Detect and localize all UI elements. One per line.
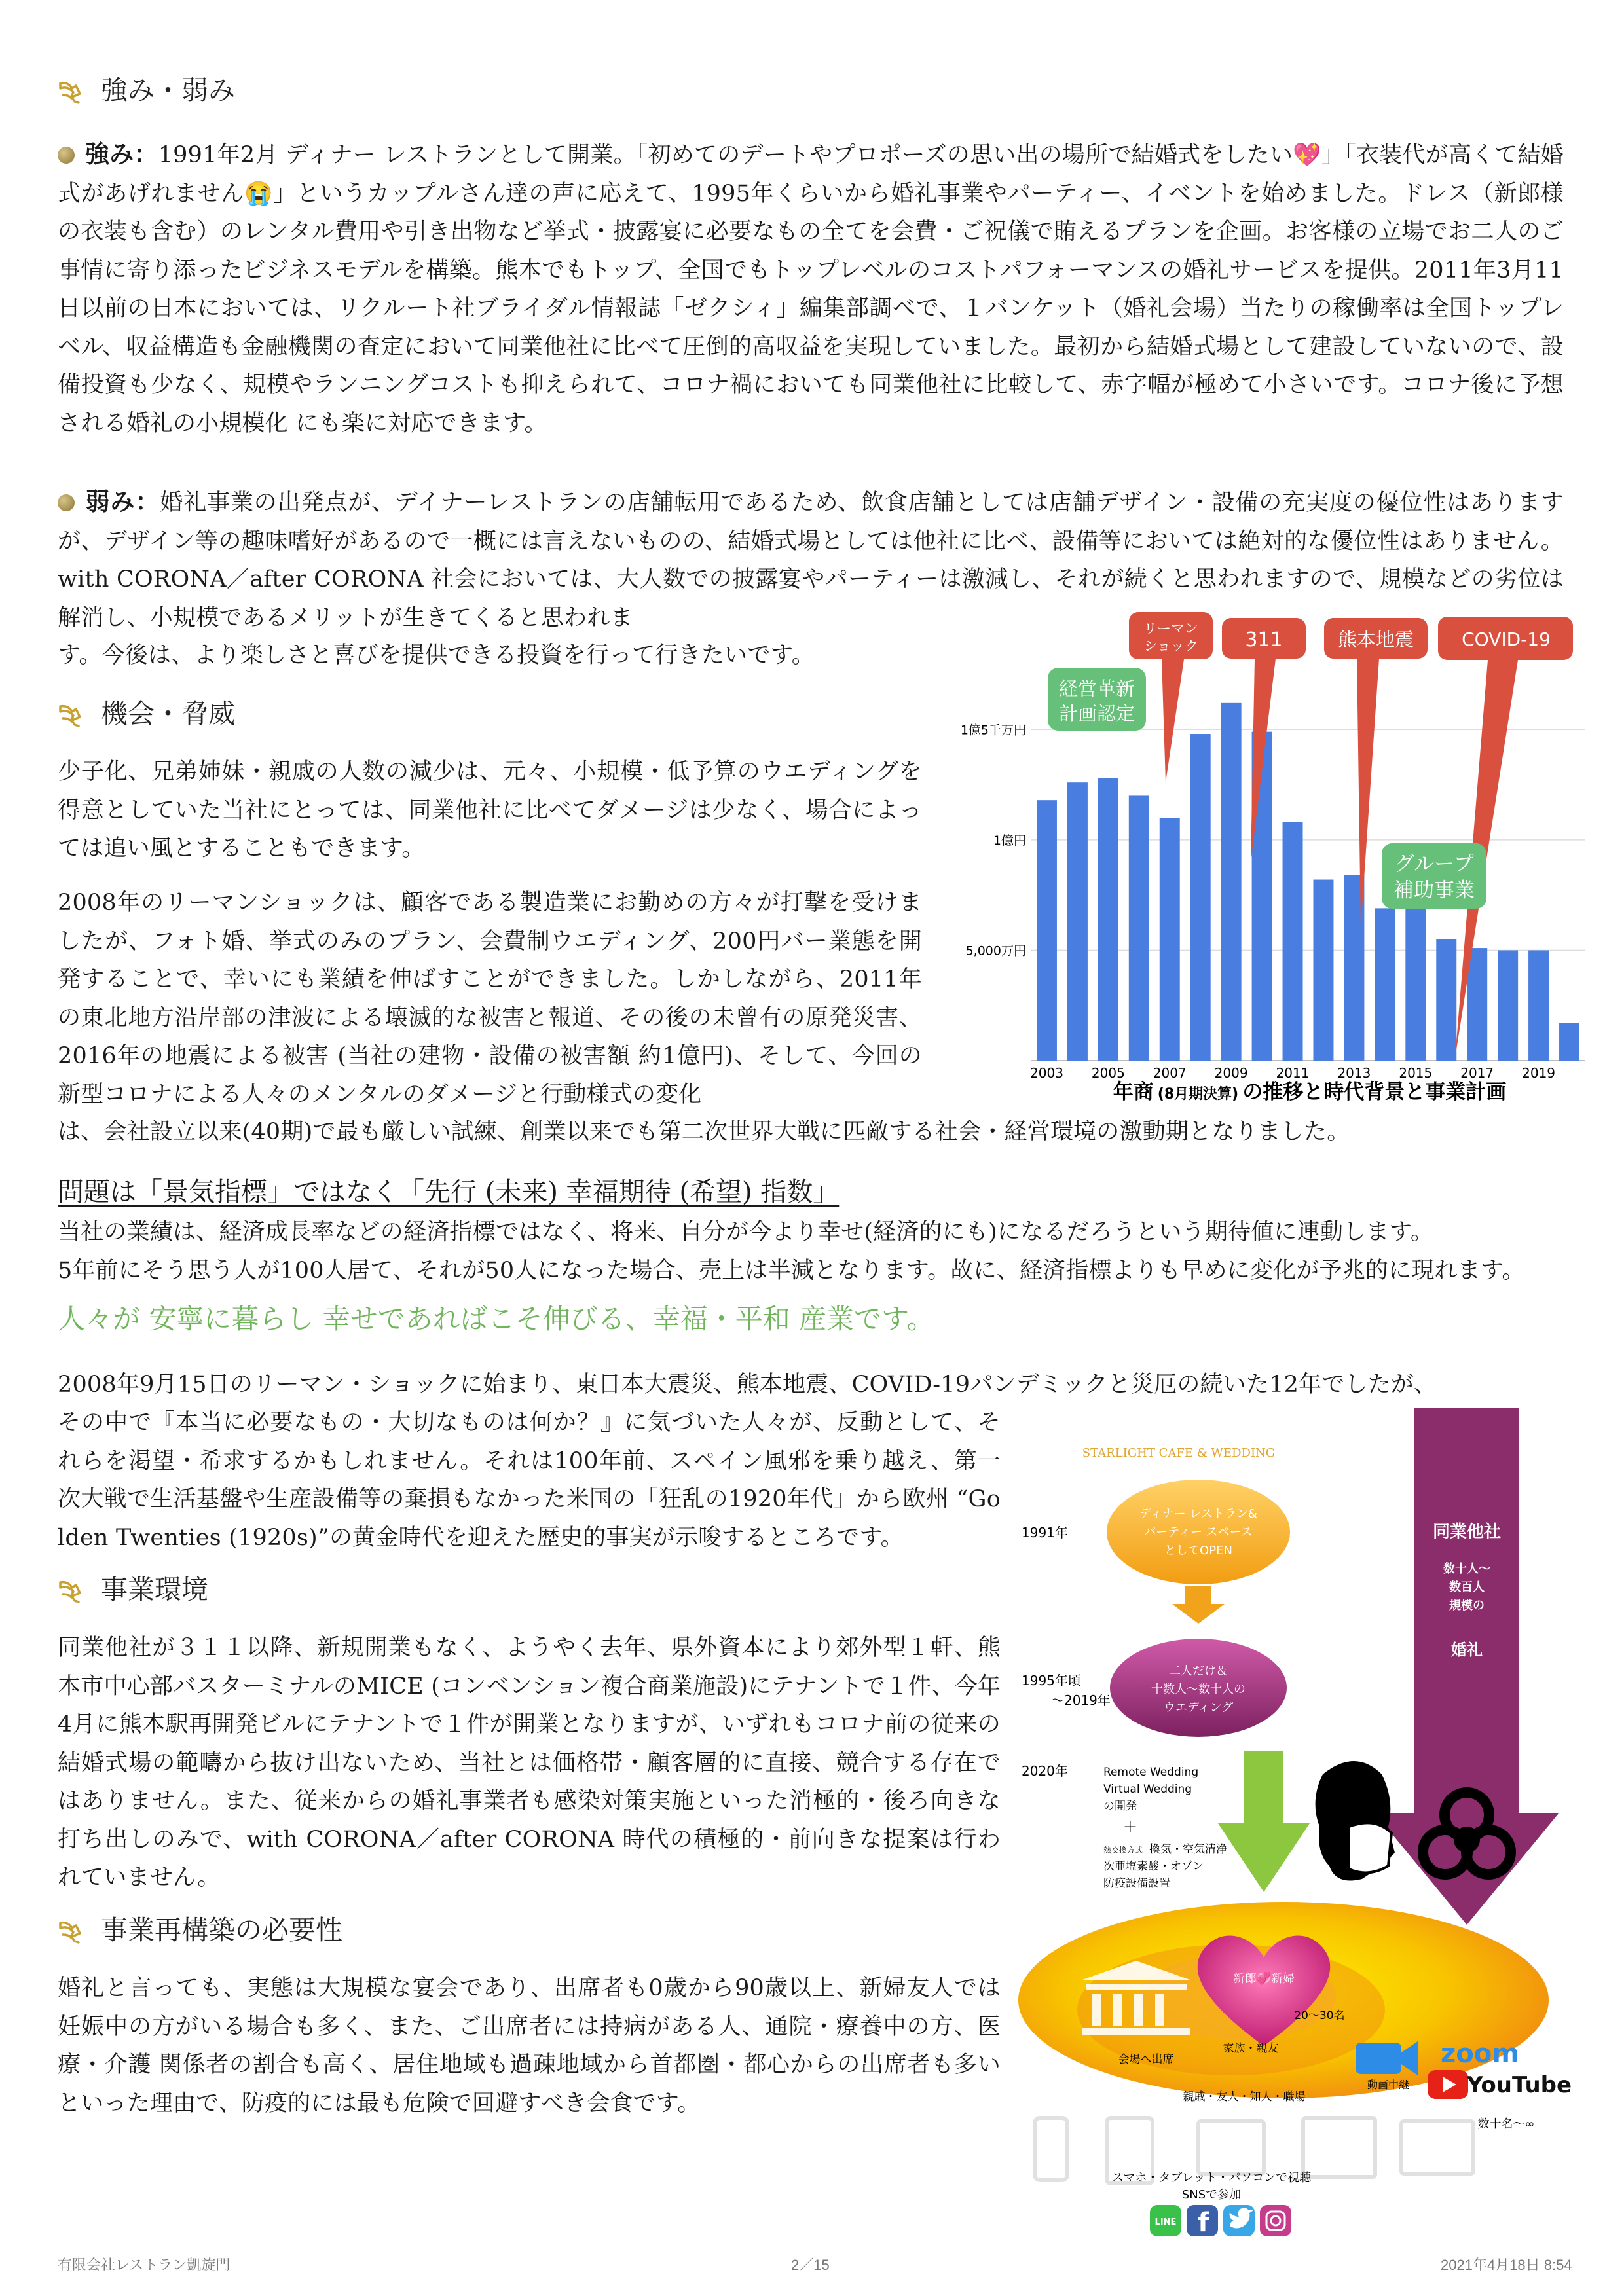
- weakness-label: 弱み：: [85, 488, 160, 516]
- year-1991: 1991年: [1022, 1525, 1068, 1540]
- year-2020: 2020年: [1022, 1763, 1068, 1779]
- brand-name: STARLIGHT CAFE & WEDDING: [1082, 1446, 1276, 1460]
- chart-x-ticks: [1030, 1065, 1555, 1081]
- relatives-label: 親戚・友人・知人・職場: [1183, 2090, 1306, 2104]
- ventilation: 換気・空気清浄: [1149, 1843, 1227, 1856]
- youtube-text: YouTube: [1466, 2072, 1572, 2098]
- stage-arrow-1: [1172, 1586, 1225, 1624]
- bar-2014: [1375, 908, 1395, 1061]
- history-text-1: 2008年9月15日のリーマン・ショックに始まり、東日本大震災、熊本地震、COVID-19パンデミックと災厄の続いた12年でしたが、: [58, 1372, 1437, 1398]
- business-diagram: [1008, 1408, 1572, 2239]
- weakness-text-end: す。今後は、より楽しさと喜びを提供できる投資を行って行きたいです。: [58, 642, 815, 668]
- bar-2007: [1160, 818, 1180, 1061]
- disinfection: 次亜塩素酸・オゾン: [1103, 1860, 1204, 1873]
- bar-2003: [1037, 800, 1057, 1061]
- instagram-icon: [1260, 2205, 1291, 2236]
- y-tick-label: 1億円: [993, 833, 1026, 848]
- restructuring-text: 婚礼と言っても、実態は大規模な宴会であり、出席者も0歳から90歳以上、新婦友人では妊娠中の方がいる場合も多く、また、ご出席者には持病がある人、通院・療養中の方、医療・介護 関係者の割合も高く、居住地域も過疎地域から首都圏・都心からの出席者も多いといった理由で、防疫的には最も危険で回避すべき会食です。: [58, 1975, 1001, 2117]
- x-tick-label: 2013: [1337, 1065, 1371, 1081]
- heat-exchange-label: 熱交換方式: [1103, 1846, 1143, 1855]
- competitor-scale-3: 規模の: [1449, 1599, 1485, 1613]
- competitor-wedding: 婚礼: [1451, 1641, 1483, 1659]
- development: の開発: [1103, 1800, 1137, 1813]
- heading-text: 事業再構築の必要性: [101, 1914, 342, 1946]
- heading-text: 事業環境: [101, 1574, 208, 1605]
- year-2019: ～2019年: [1051, 1692, 1111, 1708]
- bar-2020: [1559, 1023, 1579, 1061]
- circle-bullet-icon: [58, 494, 75, 511]
- heading-text: 機会・脅威: [101, 698, 235, 729]
- opportunity-text-2: 2008年のリーマンショックは、顧客である製造業にお勤めの方々が打撃を受けましたが、フォト婚、挙式のみのプラン、会費制ウエディング、200円バー業態を開発することで、幸いにも業績を伸ばすことができました。しかしながら、2011年の東北地方沿岸部の津波による壊滅的な被害と報道、その後の未曾有の原発災害、2016年の地震による被害 (当社の建物・設備の被害額 約1億円)、そして、今回の新型コロナによる人々のメンタルのダメージと行動様式の変化: [58, 890, 922, 1108]
- count-label: 20～30名: [1294, 2009, 1345, 2022]
- opportunity-paragraph-2: [58, 884, 922, 1114]
- strength-text: 1991年2月 ディナー レストランとして開業。「初めてのデートやプロポーズの思い出の場所で結婚式をしたい💖」「衣装代が高くて結婚式があげれません😭」というカップルさん達の声に応えて、1995年くらいから婚礼事業やパーティー、イベントを始めました。ドレス（新郎様の衣装も含む）のレンタル費用や引き出物など挙式・披露宴に必要なもの全てを会費・ご祝儀で賄えるプランを企画。お客様の立場でお二人のご事情に寄り添ったビジネスモデルを構築。熊本でもトップ、全国でもトップレベルのコストパフォーマンスの婚礼サービスを提供。2011年3月11日以前の日本においては、リクルート社ブライダル情報誌「ゼクシィ」編集部調べで、１バンケット（婚礼会場）当たりの稼働率は全国トップレベル、収益構造も金融機関の査定において同業他社に比べて圧倒的高収益を実現していました。最初から結婚式場として建設していないので、設備投資も少なく、規模やランニングコストも抑えられて、コロナ禍においても同業他社に比較して、赤字幅が極めて小さいです。コロナ後に予想される婚礼の小規模化 にも楽に対応できます。: [58, 142, 1564, 437]
- section-heading-opportunities: [58, 695, 235, 732]
- annotation-group-subsidy: [1382, 843, 1486, 909]
- virtual-wedding: Virtual Wedding: [1103, 1783, 1192, 1796]
- highlight-title: 人々が 安寧に暮らし 幸せであればこそ伸びる、幸福・平和 産業です。: [58, 1303, 934, 1335]
- weakness-text: 婚礼事業の出発点が、デイナーレストランの店舗転用であるため、飲食店舗としては店舗デザイン・設備の充実度の優位性はありますが、デザイン等の趣味嗜好があるので一概には言えないものの、結婚式場としては他社に比べ、設備等においては絶対的な優位性はありません。with CORONA／after CORONA 社会においては、大人数での披露宴やパーティーは激減し、それが続くと思われますので、規模などの劣位は解消し、小規模であるメリットが生きてくると思われま: [58, 490, 1564, 631]
- streaming-label: 動画中継: [1367, 2079, 1410, 2091]
- youtube-logo: [1428, 2070, 1572, 2099]
- audience-count: 数十名～∞: [1477, 2117, 1535, 2131]
- weakness-paragraph-end: [58, 636, 935, 675]
- y-tick-label: 5,000万円: [965, 943, 1026, 958]
- year-1995: 1995年頃: [1022, 1673, 1081, 1688]
- facebook-icon: [1187, 2205, 1218, 2238]
- arrow-bullet-icon: [58, 1919, 86, 1945]
- x-tick-label: 2007: [1153, 1065, 1187, 1081]
- sns-label: SNSで参加: [1181, 2188, 1242, 2202]
- section-heading-restructuring: [58, 1912, 342, 1948]
- problem-paragraph-2: [58, 1252, 1577, 1290]
- bar-2004: [1067, 782, 1088, 1061]
- bar-2005: [1098, 778, 1118, 1061]
- competitor-scale-2: 数百人: [1449, 1580, 1485, 1594]
- epidemic-equipment: 防疫設備設置: [1103, 1877, 1170, 1890]
- stage1-text-2: パーティー スペース: [1144, 1525, 1253, 1539]
- opportunity-text-3: は、会社設立以来(40期)で最も厳しい試練、創業以来でも第二次世界大戦に匹敵する社会・経営環境の激動期となりました。: [58, 1119, 1350, 1145]
- competitor-scale-1: 数十人～: [1443, 1562, 1490, 1576]
- footer-date: 2021年4月18日 8:54: [1441, 2257, 1572, 2273]
- chart-y-ticks: [961, 723, 1026, 958]
- strength-paragraph: [58, 136, 1564, 443]
- stage1-text-1: ディナー レストラン&: [1139, 1507, 1257, 1521]
- svg-text:f: f: [1198, 2208, 1209, 2238]
- environment-paragraph: [58, 1629, 1001, 1897]
- x-tick-label: 2015: [1399, 1065, 1433, 1081]
- footer-company: 有限会社レストラン凱旋門: [58, 2257, 231, 2273]
- competitor-title: 同業他社: [1432, 1522, 1502, 1542]
- annotation-lehman-text-1: リーマン: [1143, 621, 1198, 636]
- remote-wedding: Remote Wedding: [1103, 1766, 1199, 1779]
- heading-text: 強み・弱み: [101, 75, 235, 106]
- section-heading-strengths-weaknesses: [58, 72, 235, 109]
- chart-title: [1113, 1080, 1506, 1104]
- annotation-311-text: 311: [1245, 629, 1283, 651]
- annotation-group-text-2: 補助事業: [1393, 879, 1475, 902]
- chart-title-rest: の推移と時代背景と事業計画: [1242, 1080, 1507, 1104]
- bar-2008: [1190, 734, 1211, 1061]
- family-label: 家族・親友: [1223, 2042, 1279, 2055]
- annotation-innovation-text-1: 経営革新: [1058, 678, 1135, 700]
- line-icon: [1150, 2205, 1181, 2236]
- green-arrow: [1218, 1751, 1310, 1892]
- x-tick-label: 2005: [1091, 1065, 1125, 1081]
- bar-2006: [1129, 795, 1149, 1061]
- arrow-bullet-icon: [58, 702, 86, 729]
- x-tick-label: 2011: [1276, 1065, 1310, 1081]
- bar-2011: [1283, 822, 1303, 1061]
- venue-label: 会場へ出席: [1118, 2053, 1174, 2066]
- bar-2016: [1436, 939, 1456, 1061]
- mask-face-icon: [1316, 1761, 1395, 1881]
- couple-label: 新郎💞新婦: [1232, 1972, 1295, 1986]
- history-paragraph-2: [58, 1404, 1001, 1557]
- history-text-2: その中で『本当に必要なもの・大切なものは何か？』に気づいた人々が、反動として、それらを渇望・希求するかもしれません。それは100年前、スペイン風邪を乗り越え、第一次大戦で生活基盤や生産設備等の棄損もなかった米国の「狂乱の1920年代」から欧州 “Golden Twenties (1920s)”の黄金時代を迎えた歴史的事実が示唆するところです。: [58, 1410, 1001, 1551]
- annotation-covid-text: COVID-19: [1462, 629, 1551, 650]
- revenue-chart: [930, 602, 1591, 1120]
- x-tick-label: 2017: [1460, 1065, 1494, 1081]
- opportunity-text-1: 少子化、兄弟姉妹・親戚の人数の減少は、元々、小規模・低予算のウエディングを得意としていた当社にとっては、同業他社に比べてダメージは少なく、場合によっては追い風とすることもできます。: [58, 759, 922, 862]
- bar-2019: [1528, 950, 1549, 1061]
- plus-sign: ＋: [1123, 1819, 1138, 1836]
- footer-page-number: 2／15: [791, 2257, 830, 2273]
- problem-text-2: 5年前にそう思う人が100人居て、それが50人になった場合、売上は半減となります。故に、経済指標よりも早めに変化が予兆的に現れます。: [58, 1258, 1525, 1284]
- history-paragraph-1: [58, 1366, 1564, 1404]
- x-tick-label: 2003: [1030, 1065, 1063, 1081]
- annotation-innovation: [1048, 668, 1146, 731]
- annotation-kumamoto-text: 熊本地震: [1337, 629, 1414, 651]
- stage2-text-3: ウエディング: [1163, 1701, 1234, 1715]
- stage1-text-3: としてOPEN: [1164, 1544, 1232, 1558]
- annotation-innovation-text-2: 計画認定: [1058, 702, 1135, 725]
- x-tick-label: 2009: [1214, 1065, 1248, 1081]
- x-tick-label: 2019: [1522, 1065, 1556, 1081]
- bar-2012: [1313, 880, 1333, 1061]
- strength-label: 強み：: [85, 140, 158, 168]
- problem-paragraph-1: [58, 1213, 1564, 1252]
- annotation-group-text-1: グループ: [1394, 852, 1474, 876]
- zoom-logo: zoom: [1441, 2039, 1519, 2069]
- line-icon-text: LINE: [1154, 2217, 1177, 2227]
- restructuring-paragraph: [58, 1969, 1001, 2123]
- chart-title-small: (8月期決算): [1157, 1086, 1239, 1102]
- opportunity-paragraph-1: [58, 753, 922, 868]
- bar-2009: [1221, 703, 1242, 1061]
- devices-label: スマホ・タブレット・パソコンで視聴: [1111, 2171, 1312, 2185]
- stage2-text-2: 十数人～数十人の: [1151, 1683, 1246, 1696]
- bar-2017: [1467, 948, 1487, 1061]
- annotation-lehman-text-2: ショック: [1143, 638, 1198, 654]
- problem-text-1: 当社の業績は、経済成長率などの経済指標ではなく、将来、自分が今より幸せ(経済的にも)になるだろうという期待値に連動します。: [58, 1219, 1434, 1245]
- twitter-icon: [1223, 2205, 1255, 2236]
- stage2-text-1: 二人だけ＆: [1169, 1664, 1228, 1678]
- problem-title: 問題は「景気指標」ではなく「先行 (未来) 幸福期待 (希望) 指数」: [58, 1177, 840, 1207]
- y-tick-label: 1億5千万円: [960, 723, 1026, 738]
- bar-2018: [1498, 950, 1518, 1061]
- arrow-bullet-icon: [58, 79, 86, 105]
- chart-title-main: 年商: [1113, 1080, 1154, 1104]
- environment-text: 同業他社が３１１以降、新規開業もなく、ようやく去年、県外資本により郊外型１軒、熊本市中心部バスターミナルのMICE (コンベンション複合商業施設)にテナントで１件、今年4月に熊本駅再開発ビルにテナントで１件が開業となりますが、いずれもコロナ前の従来の結婚式場の範疇から抜け出ないため、当社とは価格帯・顧客層的に直接、競合する存在ではありません。また、従来からの婚礼事業者も感染対策実施といった消極的・後ろ向きな打ち出しのみで、with CORONA／after CORONA 時代の積極的・前向きな提案は行われていません。: [58, 1635, 1001, 1891]
- section-heading-environment: [58, 1571, 208, 1608]
- circle-bullet-icon: [58, 147, 75, 164]
- arrow-bullet-icon: [58, 1578, 86, 1605]
